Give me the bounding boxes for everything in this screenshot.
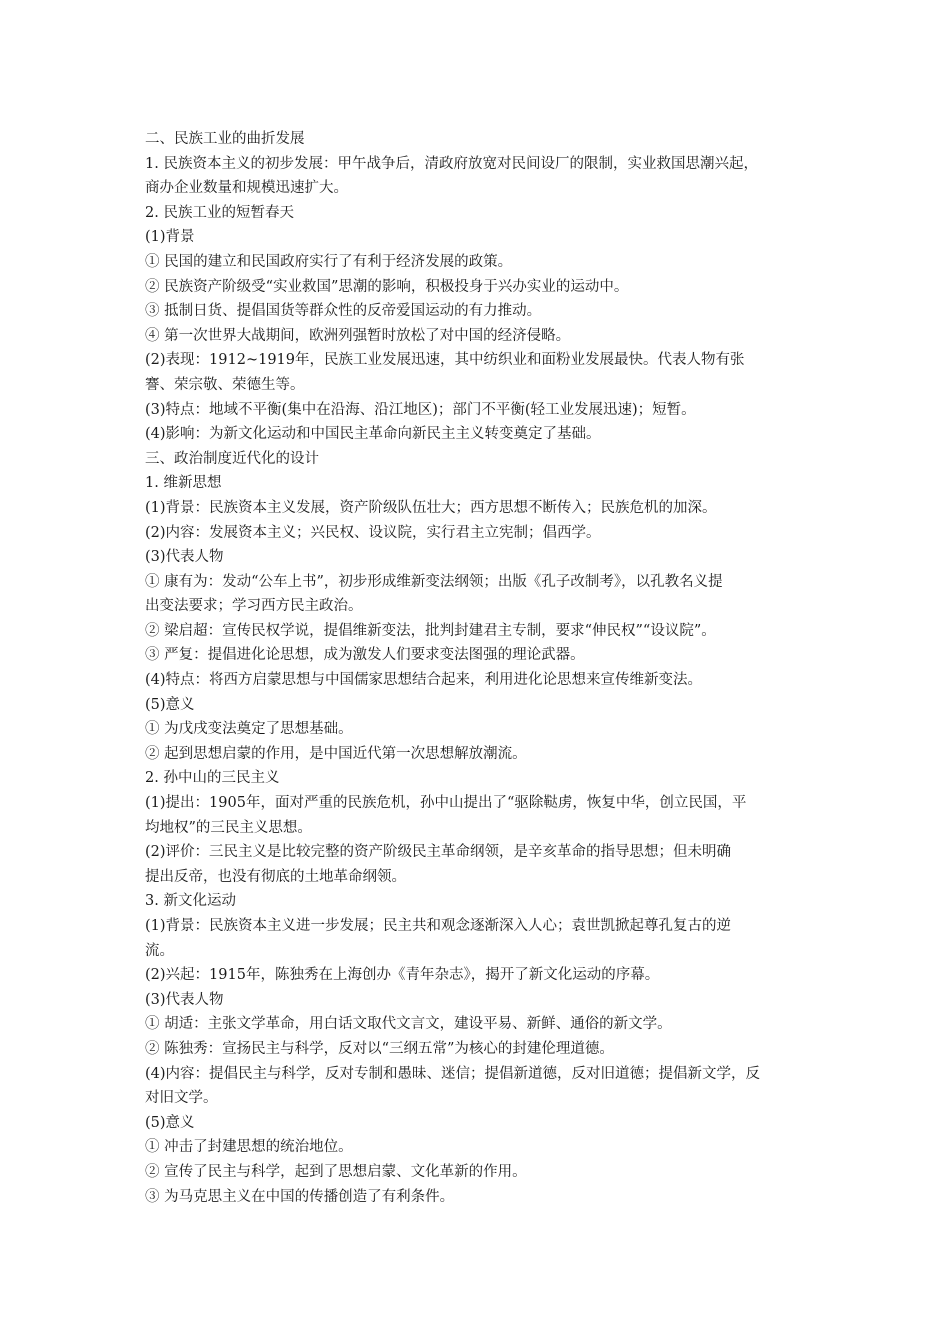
- text-line: 流。: [145, 942, 174, 959]
- text-line: 1. 民族资本主义的初步发展：甲午战争后，清政府放宽对民间设厂的限制，实业救国思潮兴起，: [145, 155, 758, 172]
- text-line: (1)背景：民族资本主义进一步发展；民主共和观念逐渐深入人心；袁世凯掀起尊孔复古的逆: [145, 918, 732, 934]
- text-line: (3)代表人物: [145, 991, 224, 1008]
- text-line: 提出反帝，也没有彻底的土地革命纲领。: [145, 868, 406, 885]
- text-line: ② 梁启超：宣传民权学说，提倡维新变法，批判封建君主专制，要求“伸民权”“设议院”。: [145, 622, 716, 639]
- text-line: ① 民国的建立和民国政府实行了有利于经济发展的政策。: [145, 253, 513, 270]
- text-line: (2)兴起：1915年，陈独秀在上海创办《青年杂志》，揭开了新文化运动的序幕。: [145, 967, 660, 984]
- text-line: (5)意义: [145, 1114, 195, 1131]
- text-line: ① 胡适：主张文学革命，用白话文取代文言文，建设平易、新鲜、通俗的新文学。: [145, 1016, 672, 1033]
- text-line: 謇、荣宗敬、荣德生等。: [145, 376, 305, 393]
- text-line: (2)表现：1912~1919年，民族工业发展迅速，其中纺织业和面粉业发展最快。代表人物有张: [145, 352, 745, 369]
- text-line: (3)特点：地域不平衡(集中在沿海、沿江地区)；部门不平衡(轻工业发展迅速)；短暂。: [145, 401, 696, 418]
- text-line: (1)背景：民族资本主义发展，资产阶级队伍壮大；西方思想不断传入；民族危机的加深。: [145, 499, 717, 516]
- text-line: ① 康有为：发动“公车上书”，初步形成维新变法纲领；出版《孔子改制考》，以孔教名义提: [145, 573, 723, 590]
- text-line: (4)内容：提倡民主与科学，反对专制和愚昧、迷信；提倡新道德，反对旧道德；提倡新文学，反: [145, 1065, 761, 1082]
- text-line: 二、民族工业的曲折发展: [145, 131, 305, 147]
- text-line: (2)评价：三民主义是比较完整的资产阶级民主革命纲领，是辛亥革命的指导思想；但未明确: [145, 844, 732, 861]
- text-line: (3)代表人物: [145, 549, 224, 566]
- text-line: ③ 严复：提倡进化论思想，成为激发人们要求变法图强的理论武器。: [145, 647, 585, 664]
- text-line: (4)影响：为新文化运动和中国民主革命向新民主主义转变奠定了基础。: [145, 426, 601, 443]
- text-line: 3. 新文化运动: [145, 893, 236, 910]
- text-line: ① 为戊戌变法奠定了思想基础。: [145, 721, 353, 738]
- text-line: 商办企业数量和规模迅速扩大。: [145, 180, 348, 197]
- text-line: (1)提出：1905年，面对严重的民族危机，孙中山提出了“驱除鞑虏，恢复中华，创立民国，平: [145, 795, 747, 812]
- text-line: ③ 为马克思主义在中国的传播创造了有利条件。: [145, 1188, 455, 1205]
- text-line: ② 起到思想启蒙的作用，是中国近代第一次思想解放潮流。: [145, 745, 527, 762]
- text-line: (4)特点：将西方启蒙思想与中国儒家思想结合起来，利用进化论思想来宣传维新变法。: [145, 672, 703, 689]
- notes-body: [145, 127, 813, 1209]
- text-line: 1. 维新思想: [145, 475, 222, 492]
- text-line: 出变法要求；学习西方民主政治。: [145, 598, 363, 615]
- text-line: (2)内容：发展资本主义；兴民权、设议院，实行君主立宪制；倡西学。: [145, 524, 601, 541]
- text-line: (1)背景: [145, 229, 195, 246]
- text-line: 三、政治制度近代化的设计: [145, 450, 319, 467]
- text-line: (5)意义: [145, 696, 195, 713]
- text-line: ② 宣传了民主与科学，起到了思想启蒙、文化革新的作用。: [145, 1163, 527, 1180]
- text-line: 均地权”的三民主义思想。: [145, 819, 312, 836]
- text-line: ② 陈独秀：宣扬民主与科学，反对以“三纲五常”为核心的封建伦理道德。: [145, 1040, 614, 1057]
- text-line: ③ 抵制日货、提倡国货等群众性的反帝爱国运动的有力推动。: [145, 303, 542, 320]
- text-line: 2. 民族工业的短暂春天: [145, 204, 294, 221]
- text-line: ② 民族资产阶级受“实业救国”思潮的影响，积极投身于兴办实业的运动中。: [145, 278, 629, 295]
- text-line: ① 冲击了封建思想的统治地位。: [145, 1139, 353, 1156]
- text-line: 2. 孙中山的三民主义: [145, 770, 280, 787]
- text-line: ④ 第一次世界大战期间，欧洲列强暂时放松了对中国的经济侵略。: [145, 327, 571, 344]
- text-line: 对旧文学。: [145, 1090, 218, 1107]
